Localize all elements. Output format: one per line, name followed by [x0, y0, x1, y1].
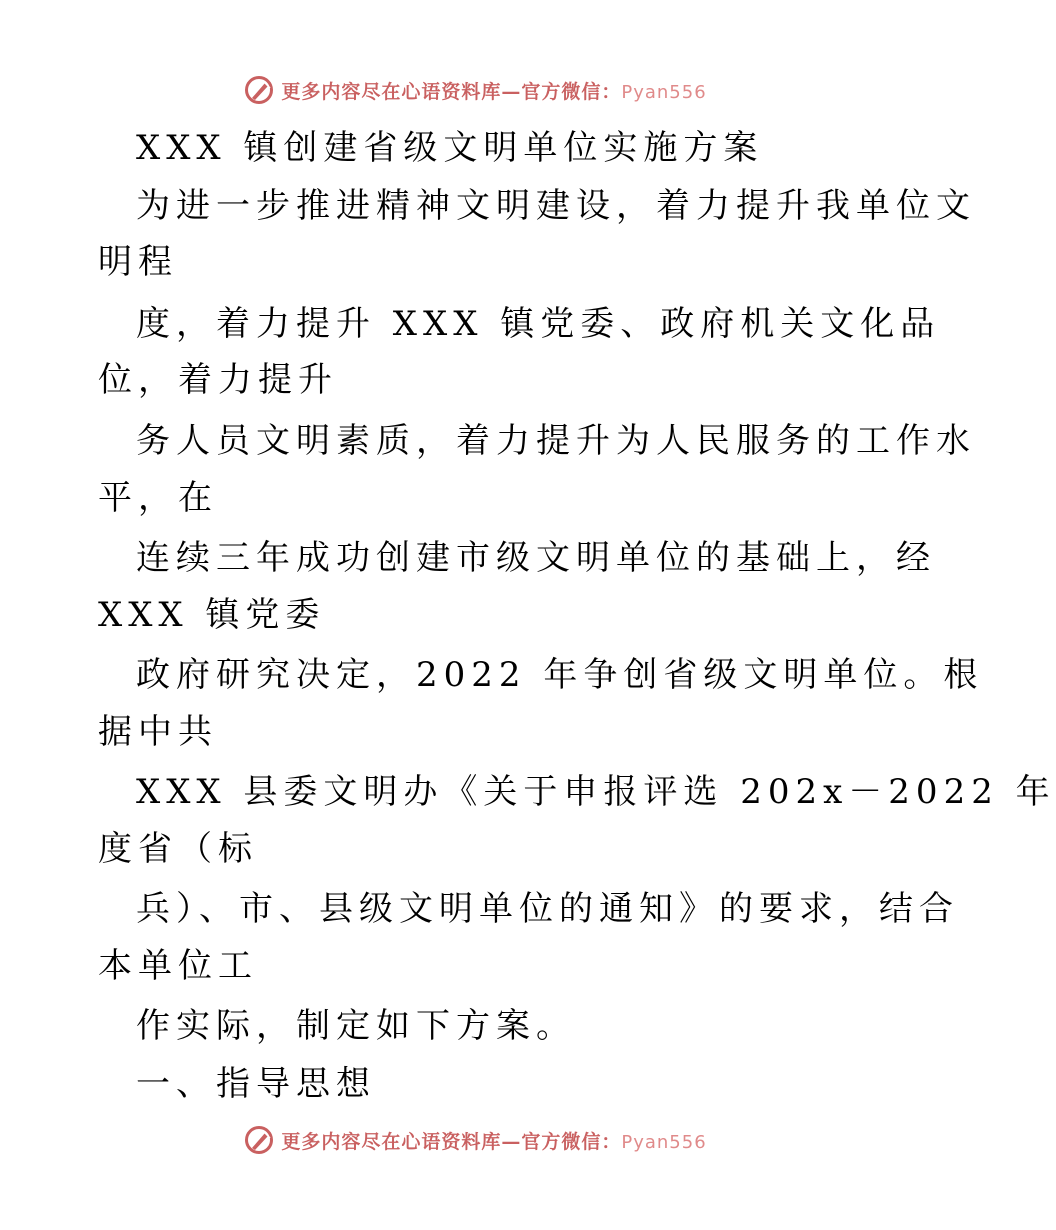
paragraph-line: 连续三年成功创建市级文明单位的基础上，经	[136, 538, 936, 578]
paragraph-line: 度，着力提升 XXX 镇党委、政府机关文化品	[136, 304, 941, 344]
paragraph-line: 平，在	[98, 478, 218, 518]
paragraph-line: 务人员文明素质，着力提升为人民服务的工作水	[136, 421, 976, 461]
paragraph-line: 政府研究决定，2022 年争创省级文明单位。根	[136, 655, 984, 695]
document-title: XXX 镇创建省级文明单位实施方案	[136, 128, 764, 168]
pen-logo-icon	[243, 74, 275, 106]
paragraph-line: 明程	[98, 242, 178, 282]
footer-wechat-id: Pyan556	[621, 1131, 707, 1153]
paragraph-line: XXX 镇党委	[98, 595, 326, 635]
paragraph-line: 位，着力提升	[98, 360, 338, 400]
footer-banner-text: 更多内容尽在心语资料库—官方微信：	[281, 1130, 622, 1153]
header-watermark-banner	[0, 70, 950, 110]
paragraph-line: 兵）、市、县级文明单位的通知》的要求，结合	[136, 889, 959, 929]
paragraph-line: 为进一步推进精神文明建设，着力提升我单位文	[136, 186, 976, 226]
header-banner-text: 更多内容尽在心语资料库—官方微信：	[281, 80, 622, 103]
paragraph-line: XXX 县委文明办《关于申报评选 202x－2022 年	[136, 772, 1056, 812]
footer-watermark-banner	[0, 1120, 950, 1160]
paragraph-line: 据中共	[98, 712, 218, 752]
pen-logo-icon	[243, 1124, 275, 1156]
paragraph-line: 度省（标	[98, 829, 258, 869]
paragraph-line: 本单位工	[98, 946, 258, 986]
paragraph-line: 作实际，制定如下方案。	[136, 1006, 576, 1046]
header-wechat-id: Pyan556	[621, 81, 707, 103]
section-heading: 一、指导思想	[136, 1064, 376, 1104]
